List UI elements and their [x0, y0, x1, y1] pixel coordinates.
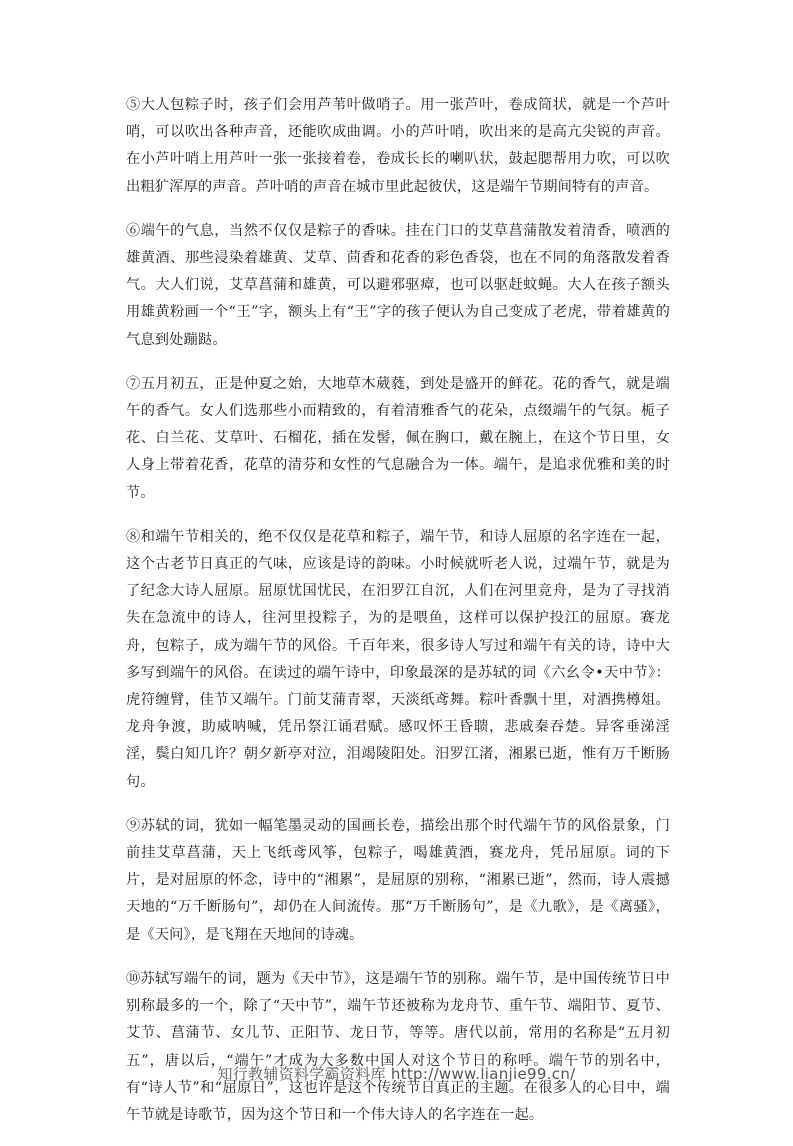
page-footer: 知行教辅资料学霸资料库 http://www.lianjie99.cn/ — [217, 1065, 576, 1083]
paragraph-10: ⑩苏轼写端午的词，题为《天中节》，这是端午节的别称。端午节，是中国传统节日中别称最多的一个，除了“天中节”，端午节还被称为龙舟节、重午节、端阳节、夏节、艾节、菖蒲节、女儿节、正阳节、龙日节，等等。唐代以前，常用的名称是“五月初五”，唐以后，“端午”才成为大多数中国人对这个节日的称呼。端午节的别名中，有“诗人节”和“屈原日”，这也许是这个传统节日真正的主题。在很多人的心目中，端午节就是诗歌节，因为这个节日和一个伟大诗人的名字连在一起。 — [126, 970, 670, 1123]
paragraph-9: ⑨苏轼的词，犹如一幅笔墨灵动的国画长卷，描绘出那个时代端午节的风俗景象，门前挂艾草菖蒲，天上飞纸鸢风筝，包粽子，喝雄黄酒，赛龙舟，凭吊屈原。词的下片，是对屈原的怀念，诗中的“湘累”，是屈原的别称，“湘累已逝”，然而，诗人震撼天地的“万千断肠句”，却仍在人间流传。那“万千断肠句”，是《九歌》，是《离骚》，是《天问》，是飞翔在天地间的诗魂。 — [126, 817, 670, 943]
paragraph-6: ⑥端午的气息，当然不仅仅是粽子的香味。挂在门口的艾草菖蒲散发着清香，喷洒的雄黄酒、那些浸染着雄黄、艾草、茴香和花香的彩色香袋，也在不同的角落散发着香气。大人们说，艾草菖蒲和雄黄，可以避邪驱瘴，也可以驱赶蚊蝇。大人在孩子额头用雄黄粉画一个“王”字，额头上有“王”字的孩子便认为自己变成了老虎，带着雄黄的气息到处蹦跶。 — [126, 222, 670, 348]
document-body — [126, 92, 670, 1146]
paragraph-5: ⑤大人包粽子时，孩子们会用芦苇叶做哨子。用一张芦叶，卷成筒状，就是一个芦叶哨，可以吹出各种声音，还能吹成曲调。小的芦叶哨，吹出来的是高亢尖锐的声音。在小芦叶哨上用芦叶一张一张接着卷，卷成长长的喇叭状，鼓起腮帮用力吹，可以吹出粗犷浑厚的声音。芦叶哨的声音在城市里此起彼伏，这是端午节期间特有的声音。 — [126, 97, 670, 195]
paragraph-7: ⑦五月初五，正是仲夏之始，大地草木葳蕤，到处是盛开的鲜花。花的香气，就是端午的香气。女人们选那些小而精致的，有着清雅香气的花朵，点缀端午的气氛。栀子花、白兰花、艾草叶、石榴花，插在发髻，佩在胸口，戴在腕上，在这个节日里，女人身上带着花香，花草的清芬和女性的气息融合为一体。端午，是追求优雅和美的时节。 — [126, 375, 670, 501]
paragraph-8: ⑧和端午节相关的，绝不仅仅是花草和粽子，端午节，和诗人屈原的名字连在一起，这个古老节日真正的气味，应该是诗的韵味。小时候就听老人说，过端午节，就是为了纪念大诗人屈原。屈原忧国忧民，在汨罗江自沉，人们在河里竞舟，是为了寻找消失在急流中的诗人，往河里投粽子，为的是喂鱼，这样可以保护投江的屈原。赛龙舟，包粽子，成为端午节的风俗。千百年来，很多诗人写过和端午有关的诗，诗中大多写到端午的风俗。在读过的端午诗中，印象最深的是苏轼的词《六幺令•天中节》：虎符缠臂，佳节又端午。门前艾蒲青翠，天淡纸鸢舞。粽叶香飘十里，对酒携樽俎。龙舟争渡，助威呐喊，凭吊祭江诵君赋。感叹怀王昏聩，悲戚秦吞楚。异客垂涕淫淫，鬓白知几许？朝夕新亭对泣，泪竭陵阳处。汨罗江渚，湘累已逝，惟有万千断肠句。 — [126, 528, 670, 790]
